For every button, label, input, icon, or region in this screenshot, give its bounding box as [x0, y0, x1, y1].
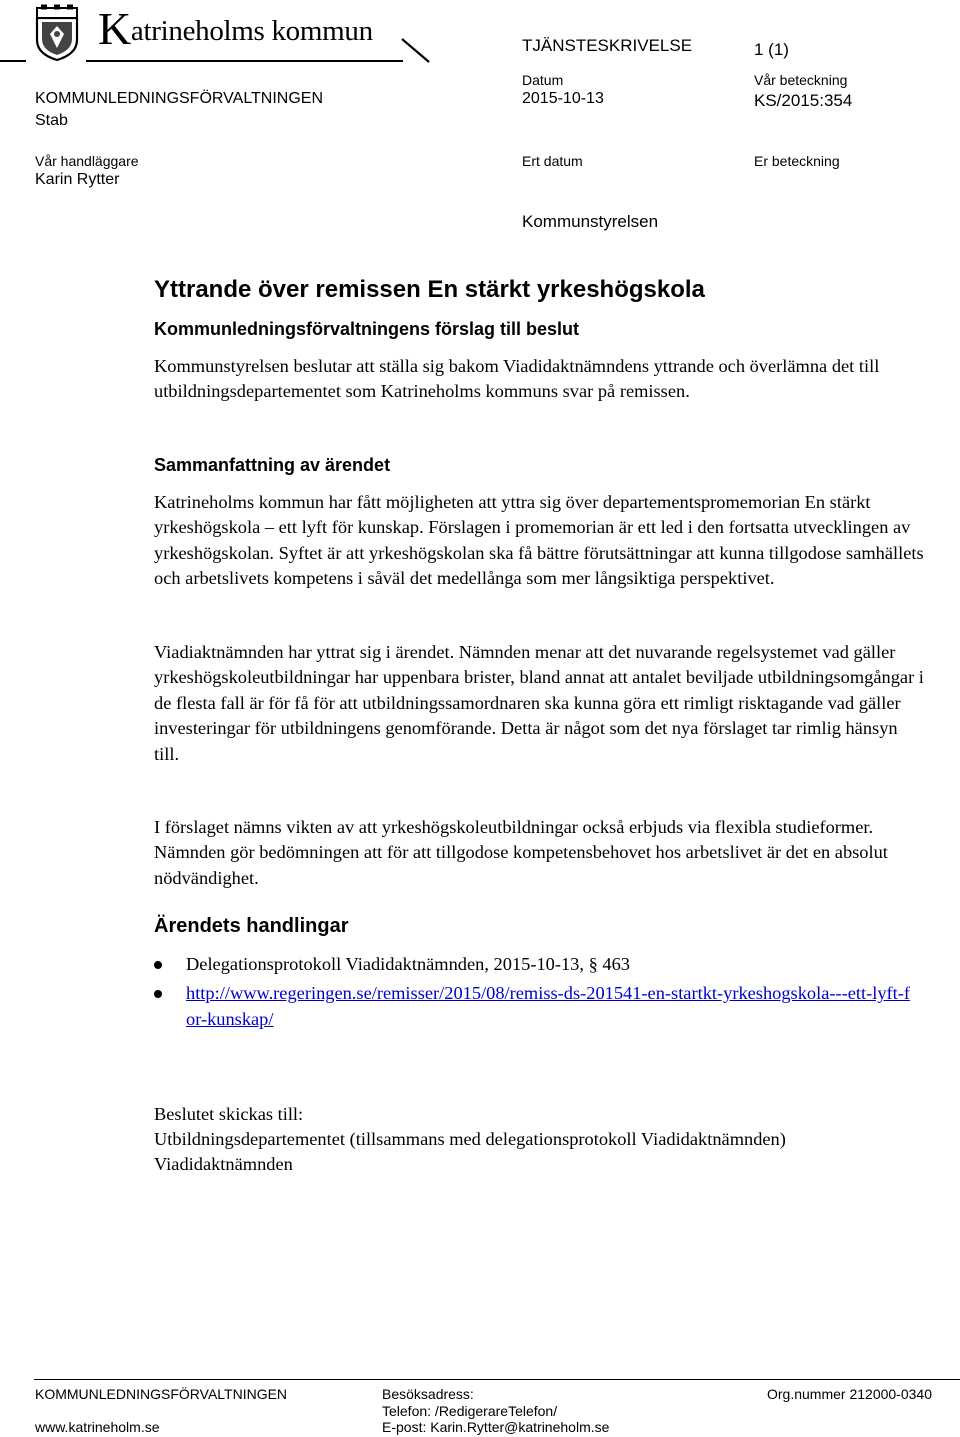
list-item	[154, 981, 914, 1032]
header-rule	[86, 60, 403, 62]
footer-phone: Telefon: /RedigerareTelefon/	[382, 1403, 558, 1419]
sent-to-recipient: Utbildningsdepartementet (tillsammans med delegationsprotokoll Viadidaktnämnden)	[154, 1129, 786, 1149]
sent-to-label: Beslutet skickas till:	[154, 1104, 304, 1124]
documents-list	[154, 952, 914, 1032]
proposal-text: Kommunstyrelsen beslutar att ställa sig bakom Viadidaktnämndens yttrande och överlämna det till utbildningsdepartementet som Katrineholms kommuns svar på remissen.	[154, 356, 880, 402]
footer-department: KOMMUNLEDNINGSFÖRVALTNINGEN	[35, 1386, 288, 1402]
our-reference-value: KS/2015:354	[754, 91, 853, 110]
footer-email[interactable]: E-post: Karin.Rytter@katrineholm.se	[382, 1419, 610, 1435]
department-unit: Stab	[35, 112, 68, 129]
sent-to-recipient: Viadidaktnämnden	[154, 1154, 293, 1174]
page-number: 1 (1)	[754, 40, 789, 59]
date-value: 2015-10-13	[522, 90, 604, 107]
handler-name: Karin Rytter	[35, 171, 120, 188]
your-reference-label: Er beteckning	[754, 153, 840, 169]
summary-paragraph-2: Viadiaktnämnden har yttrat sig i ärendet. Nämnden menar att det nuvarande regelsystemet vad gäller yrkeshögskoleutbildningar har uppenbara brister, bland annat att antalet beviljade utbildningsomgångar i de flesta fall är för få för att utbildningssamordnaren ska kunna göra ett rimligt risktagande vad gäller investeringar för utbildningens genomförande. Detta är något som det nya förslaget tar rimlig hänsyn till.	[154, 642, 924, 764]
footer-visit-address-label: Besöksadress:	[382, 1386, 474, 1402]
department-name: KOMMUNLEDNINGSFÖRVALTNINGEN	[35, 90, 324, 107]
bullet-icon	[154, 961, 162, 969]
summary-heading: Sammanfattning av ärendet	[154, 455, 391, 475]
header-rule-slash	[401, 38, 431, 64]
list-item: Delegationsprotokoll Viadidaktnämnden, 2015-10-13, § 463	[154, 952, 914, 977]
municipal-crest-logo	[33, 4, 81, 62]
header-rule-left	[0, 60, 26, 62]
recipient: Kommunstyrelsen	[522, 212, 659, 231]
document-type: TJÄNSTESKRIVELSE	[522, 36, 693, 55]
summary-paragraph-3: I förslaget nämns vikten av att yrkeshögskoleutbildningar också erbjuds via flexibla studieformer. Nämnden gör bedömningen att för att tillgodose kompetensbehovet hos arbetslivet är det en absolut nödvändighet.	[154, 817, 888, 888]
date-label: Datum	[522, 72, 564, 88]
section-sign: §	[588, 954, 598, 974]
handler-label: Vår handläggare	[35, 153, 139, 169]
our-reference-label: Vår beteckning	[754, 72, 848, 88]
footer-org-number: Org.nummer 212000-0340	[767, 1386, 932, 1402]
bullet-icon	[154, 990, 162, 998]
documents-heading: Ärendets handlingar	[154, 915, 349, 937]
proposal-heading: Kommunledningsförvaltningens förslag till beslut	[154, 319, 580, 339]
your-date-label: Ert datum	[522, 153, 583, 169]
organization-name: Katrineholms kommun	[98, 3, 373, 54]
footer-website[interactable]: www.katrineholm.se	[35, 1419, 160, 1435]
summary-paragraph-1: Katrineholms kommun har fått möjligheten att yttra sig över departementspromemorian En stärkt yrkeshögskola – ett lyft för kunskap. Förslagen i promemorian är ett led i den fortsatta utvecklingen av yrkeshögskolan. Syftet är att yrkeshögskolan ska få bättre förutsättningar att kunna tillgodose samhällets och arbetslivets kompetens i såväl det medellånga som mer långsiktiga perspektivet.	[154, 492, 924, 589]
footer-rule	[34, 1379, 960, 1380]
remiss-link[interactable]: http://www.regeringen.se/remisser/2015/08/remiss-ds-201541-en-startkt-yrkeshogskola---ett-lyft-for-kunskap/	[186, 983, 911, 1029]
document-title: Yttrande över remissen En stärkt yrkeshögskola	[154, 276, 705, 303]
